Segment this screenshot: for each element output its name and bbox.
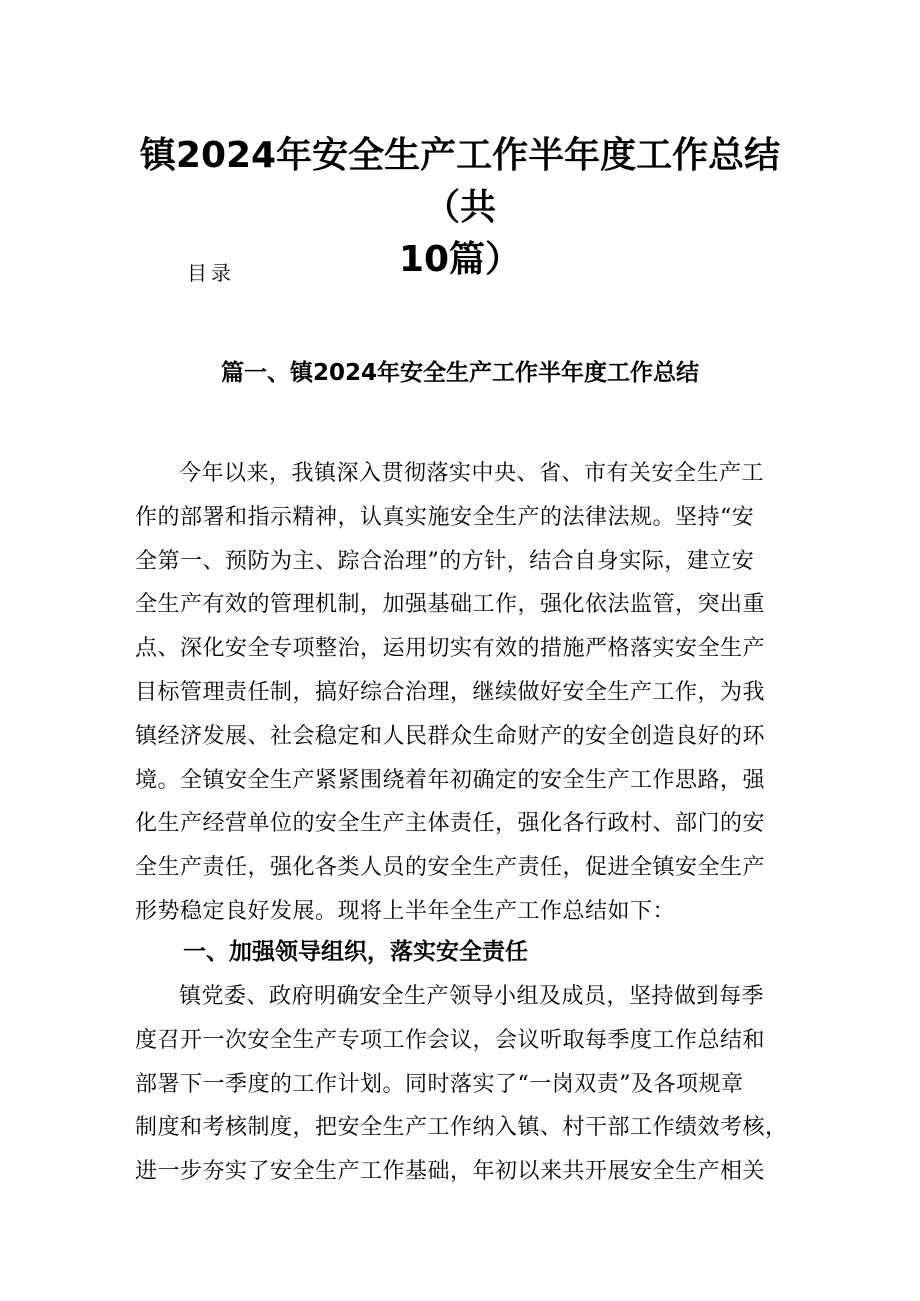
paragraph-line: 镇经济发展、社会稳定和人民群众生命财产的安全创造良好的环 (135, 723, 766, 749)
paragraph-line: 境。全镇安全生产紧紧围绕着年初确定的安全生产工作思路，强 (135, 767, 766, 793)
paragraph-intro (135, 452, 785, 934)
paragraph-line: 点、深化安全专项整治，运用切实有效的措施严格落实安全生产 (135, 636, 766, 662)
paragraph-line: 今年以来，我镇深入贯彻落实中央、省、市有关安全生产工 (179, 461, 765, 486)
paragraph-line: 进一步夯实了安全生产工作基础，年初以来共开展安全生产相关 (135, 1159, 766, 1185)
paragraph-line: 化生产经营单位的安全生产主体责任，强化各行政村、部门的安 (135, 811, 766, 837)
paragraph-line: 目标管理责任制，搞好综合治理，继续做好安全生产工作，为我 (135, 679, 766, 705)
paragraph-line: 全第一、预防为主、踪合治理”的方针，结合自身实际，建立安 (135, 548, 755, 574)
table-of-contents-label: 目录 (187, 261, 235, 285)
document-title-line-2: 10篇） (398, 239, 522, 280)
paragraph-line: 度召开一次安全生产专项工作会议，会议听取每季度工作总结和 (135, 1027, 766, 1053)
paragraph-line: 全生产有效的管理机制，加强基础工作，强化依法监管，突出重 (135, 592, 766, 618)
paragraph-line: 部署下一季度的工作计划。同时落实了“一岗双责”及各项规章 (135, 1071, 744, 1097)
paragraph-line: 作的部署和指示精神，认真实施安全生产的法律法规。坚持“安 (135, 504, 755, 530)
paragraph-line: 制度和考核制度，把安全生产工作纳入镇、村干部工作绩效考核， (135, 1115, 788, 1141)
chapter-title: 篇一、镇2024年安全生产工作半年度工作总结 (220, 360, 699, 386)
paragraph-line: 镇党委、政府明确安全生产领导小组及成员，坚持做到每季 (179, 984, 765, 1009)
paragraph-line: 全生产责任，强化各类人员的安全生产责任，促进全镇安全生产 (135, 855, 766, 881)
section-heading-1: 一、加强领导组织，落实安全责任 (183, 939, 528, 965)
paragraph-section-1 (135, 975, 788, 1194)
document-title-line-1: 镇2024年安全生产工作半年度工作总结（共 (139, 135, 781, 228)
paragraph-line: 形势稳定良好发展。现将上半年全生产工作总结如下： (135, 898, 676, 924)
